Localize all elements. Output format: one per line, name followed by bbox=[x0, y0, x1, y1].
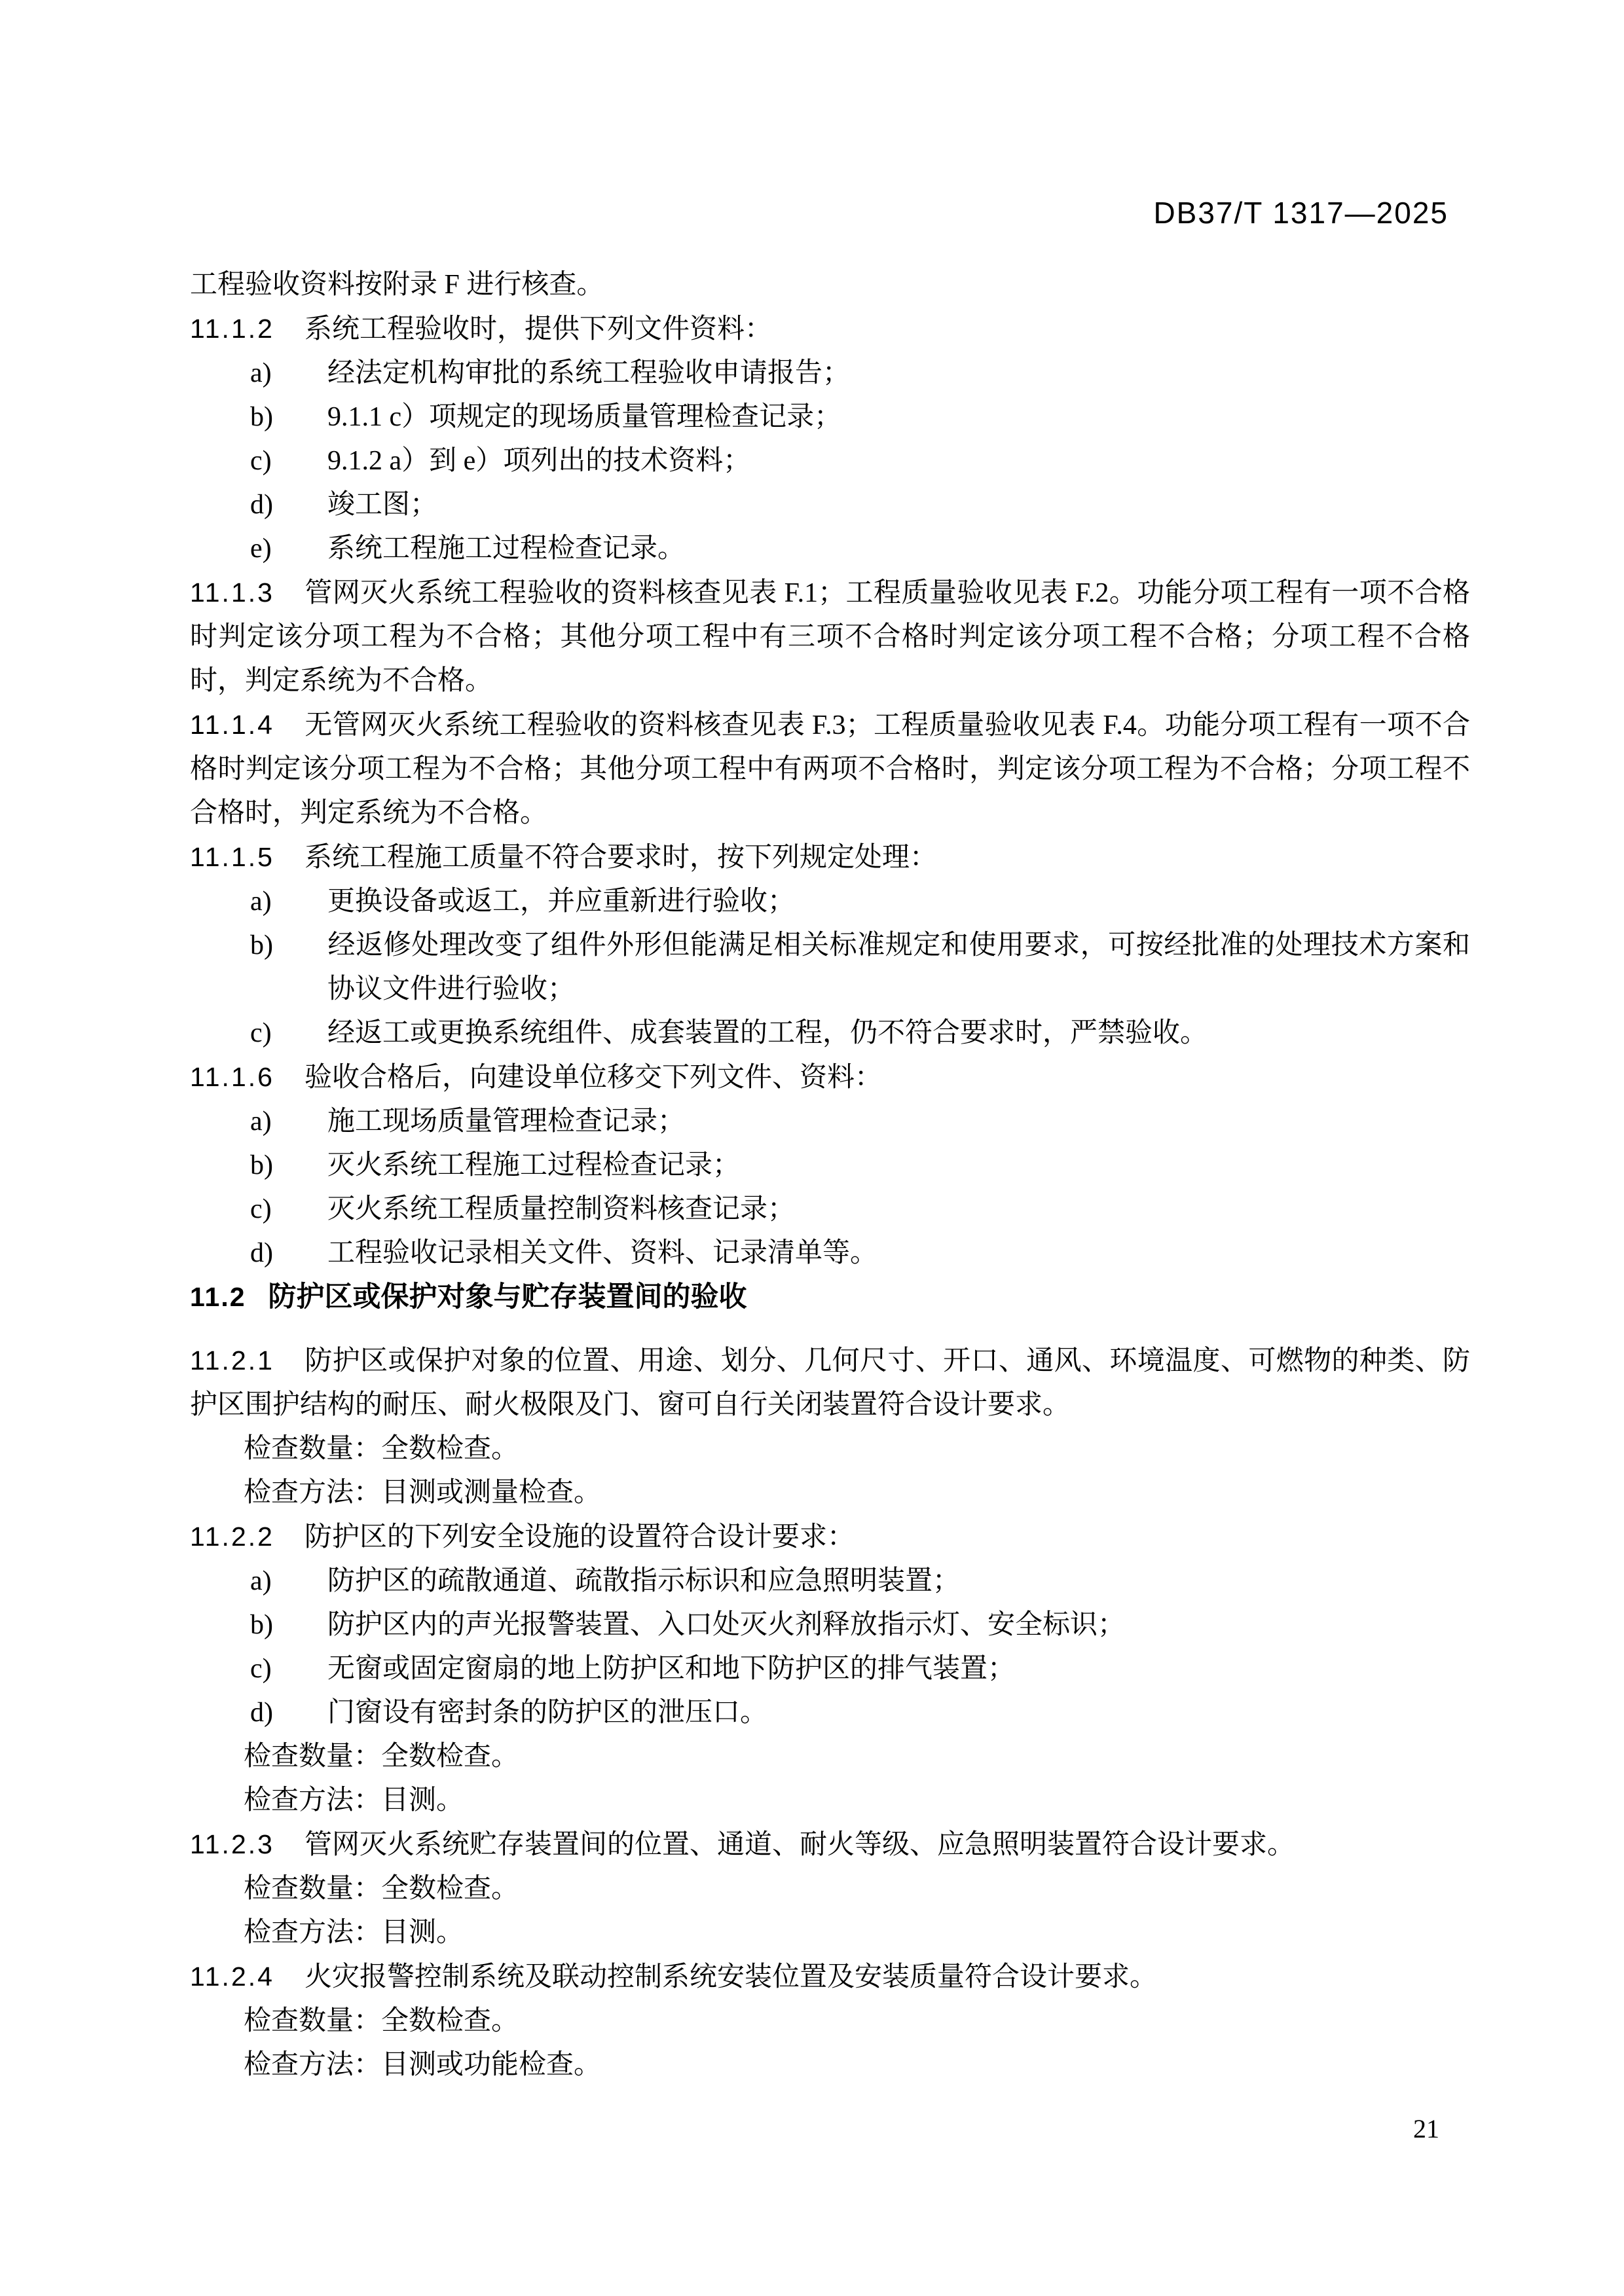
body-text: 灭火系统工程质量控制资料核查记录； bbox=[327, 1194, 796, 1224]
body-text: 系统工程验收时，提供下列文件资料： bbox=[304, 314, 772, 344]
clause-number: 11.2.4 bbox=[190, 1961, 274, 1992]
section-title: 防护区或保护对象与贮存装置间的验收 bbox=[268, 1281, 747, 1313]
clause-number: 11.1.4 bbox=[190, 710, 274, 740]
clause-number: 11.1.6 bbox=[190, 1062, 274, 1092]
body-text: 无窗或固定窗扇的地上防护区和地下防护区的排气装置； bbox=[327, 1654, 1016, 1684]
list-item-marker: a) bbox=[250, 358, 272, 388]
clause-paragraph bbox=[190, 835, 1470, 880]
list-item bbox=[190, 880, 1470, 924]
check-line bbox=[190, 1779, 1470, 1823]
list-item bbox=[190, 1188, 1470, 1231]
body-text: 9.1.2 a）到 e）项列出的技术资料； bbox=[327, 446, 751, 476]
page-header bbox=[1153, 195, 1449, 230]
clause-number: 11.1.3 bbox=[190, 577, 274, 608]
paragraph bbox=[190, 263, 1470, 307]
body-text: 更换设备或返工，并应重新进行验收； bbox=[327, 886, 796, 917]
body-text: 无管网灭火系统工程验收的资料核查见表 F.3；工程质量验收见表 F.4。功能分项工程有一项不合格时判定该分项工程为不合格；其他分项工程中有两项不合格时，判定该分项工程为不合格；分项工程不合格时，判定系统为不合格。 bbox=[190, 710, 1470, 828]
body-text: 经返修处理改变了组件外形但能满足相关标准规定和使用要求，可按经批准的处理技术方案和协议文件进行验收； bbox=[327, 930, 1470, 1004]
clause-paragraph bbox=[190, 1339, 1470, 1427]
body-text: 检查数量：全数检查。 bbox=[244, 1741, 519, 1772]
body-text: 检查数量：全数检查。 bbox=[244, 1874, 519, 1904]
list-item-marker: b) bbox=[250, 1610, 273, 1640]
list-item bbox=[190, 1144, 1470, 1188]
body-text: 竣工图； bbox=[327, 490, 438, 520]
body-text: 经法定机构审批的系统工程验收申请报告； bbox=[327, 358, 851, 388]
check-line bbox=[190, 1911, 1470, 1955]
list-item-marker: a) bbox=[250, 886, 272, 917]
list-item-marker: b) bbox=[250, 930, 273, 960]
section-number: 11.2 bbox=[190, 1282, 246, 1312]
body-text: 检查方法：目测或功能检查。 bbox=[244, 2050, 602, 2080]
body-text: 管网灭火系统工程验收的资料核查见表 F.1；工程质量验收见表 F.2。功能分项工程有一项不合格时判定该分项工程为不合格；其他分项工程中有三项不合格时判定该分项工程不合格；分项工程不合格时，判定系统为不合格。 bbox=[190, 578, 1470, 696]
clause-number: 11.2.2 bbox=[190, 1522, 274, 1552]
list-item bbox=[190, 1603, 1470, 1647]
list-item-marker: d) bbox=[250, 490, 273, 520]
clause-paragraph bbox=[190, 1055, 1470, 1100]
list-item bbox=[190, 439, 1470, 483]
section-heading bbox=[190, 1275, 1470, 1319]
list-item-marker: a) bbox=[250, 1106, 272, 1137]
page-number: 21 bbox=[1413, 2114, 1439, 2143]
check-line bbox=[190, 1999, 1470, 2043]
list-item bbox=[190, 1011, 1470, 1055]
list-item bbox=[190, 924, 1470, 1011]
body-text: 防护区内的声光报警装置、入口处灭火剂释放指示灯、安全标识； bbox=[327, 1610, 1126, 1640]
list-item bbox=[190, 1231, 1470, 1275]
list-item-marker: c) bbox=[250, 1018, 272, 1048]
body-text: 火灾报警控制系统及联动控制系统安装位置及安装质量符合设计要求。 bbox=[304, 1962, 1157, 1992]
clause-paragraph bbox=[190, 1823, 1470, 1867]
list-item bbox=[190, 1691, 1470, 1735]
body-text: 门窗设有密封条的防护区的泄压口。 bbox=[327, 1698, 768, 1728]
check-line bbox=[190, 1867, 1470, 1911]
clause-number: 11.1.5 bbox=[190, 842, 274, 872]
list-item-marker: b) bbox=[250, 1150, 273, 1180]
body-text: 系统工程施工过程检查记录。 bbox=[327, 534, 686, 564]
body-text: 防护区或保护对象的位置、用途、划分、几何尺寸、开口、通风、环境温度、可燃物的种类、防护区围护结构的耐压、耐火极限及门、窗可自行关闭装置符合设计要求。 bbox=[190, 1346, 1470, 1420]
list-item-marker: a) bbox=[250, 1566, 272, 1596]
check-line bbox=[190, 1427, 1470, 1471]
page-footer bbox=[1413, 2113, 1439, 2144]
body-text: 防护区的下列安全设施的设置符合设计要求： bbox=[304, 1522, 855, 1552]
list-item bbox=[190, 527, 1470, 571]
body-text: 检查方法：目测。 bbox=[244, 1918, 464, 1948]
clause-number: 11.2.1 bbox=[190, 1345, 274, 1376]
clause-paragraph bbox=[190, 703, 1470, 835]
list-item bbox=[190, 483, 1470, 527]
standard-number: DB37/T 1317—2025 bbox=[1153, 196, 1449, 230]
body-text: 检查方法：目测或测量检查。 bbox=[244, 1478, 602, 1508]
list-item bbox=[190, 1647, 1470, 1691]
check-line bbox=[190, 1735, 1470, 1779]
body-text: 经返工或更换系统组件、成套装置的工程，仍不符合要求时，严禁验收。 bbox=[327, 1018, 1208, 1048]
body-text: 验收合格后，向建设单位移交下列文件、资料： bbox=[304, 1063, 882, 1093]
body-text: 检查方法：目测。 bbox=[244, 1785, 464, 1815]
list-item-marker: c) bbox=[250, 1654, 272, 1684]
list-item bbox=[190, 1100, 1470, 1144]
list-item-marker: b) bbox=[250, 402, 273, 432]
check-line bbox=[190, 1471, 1470, 1515]
body-text: 工程验收记录相关文件、资料、记录清单等。 bbox=[327, 1238, 878, 1268]
clause-number: 11.1.2 bbox=[190, 314, 274, 344]
list-item bbox=[190, 352, 1470, 395]
clause-paragraph bbox=[190, 1515, 1470, 1559]
list-item-marker: c) bbox=[250, 446, 272, 476]
body-text: 防护区的疏散通道、疏散指示标识和应急照明装置； bbox=[327, 1566, 961, 1596]
body-text: 管网灭火系统贮存装置间的位置、通道、耐火等级、应急照明装置符合设计要求。 bbox=[304, 1830, 1295, 1860]
list-item bbox=[190, 395, 1470, 439]
check-line bbox=[190, 2043, 1470, 2087]
list-item-marker: c) bbox=[250, 1194, 272, 1224]
list-item bbox=[190, 1559, 1470, 1603]
clause-paragraph bbox=[190, 1955, 1470, 1999]
clause-paragraph bbox=[190, 571, 1470, 703]
clause-paragraph bbox=[190, 307, 1470, 352]
body-text: 施工现场质量管理检查记录； bbox=[327, 1106, 686, 1137]
document-body bbox=[190, 263, 1470, 2087]
list-item-marker: d) bbox=[250, 1238, 273, 1268]
clause-number: 11.2.3 bbox=[190, 1829, 274, 1859]
list-item-marker: d) bbox=[250, 1698, 273, 1728]
body-text: 检查数量：全数检查。 bbox=[244, 1434, 519, 1464]
body-text: 系统工程施工质量不符合要求时，按下列规定处理： bbox=[304, 843, 937, 873]
list-item-marker: e) bbox=[250, 534, 272, 564]
body-text: 灭火系统工程施工过程检查记录； bbox=[327, 1150, 741, 1180]
body-text: 检查数量：全数检查。 bbox=[244, 2006, 519, 2036]
body-text: 9.1.1 c）项规定的现场质量管理检查记录； bbox=[327, 402, 842, 432]
body-text: 工程验收资料按附录 F 进行核查。 bbox=[190, 270, 604, 300]
